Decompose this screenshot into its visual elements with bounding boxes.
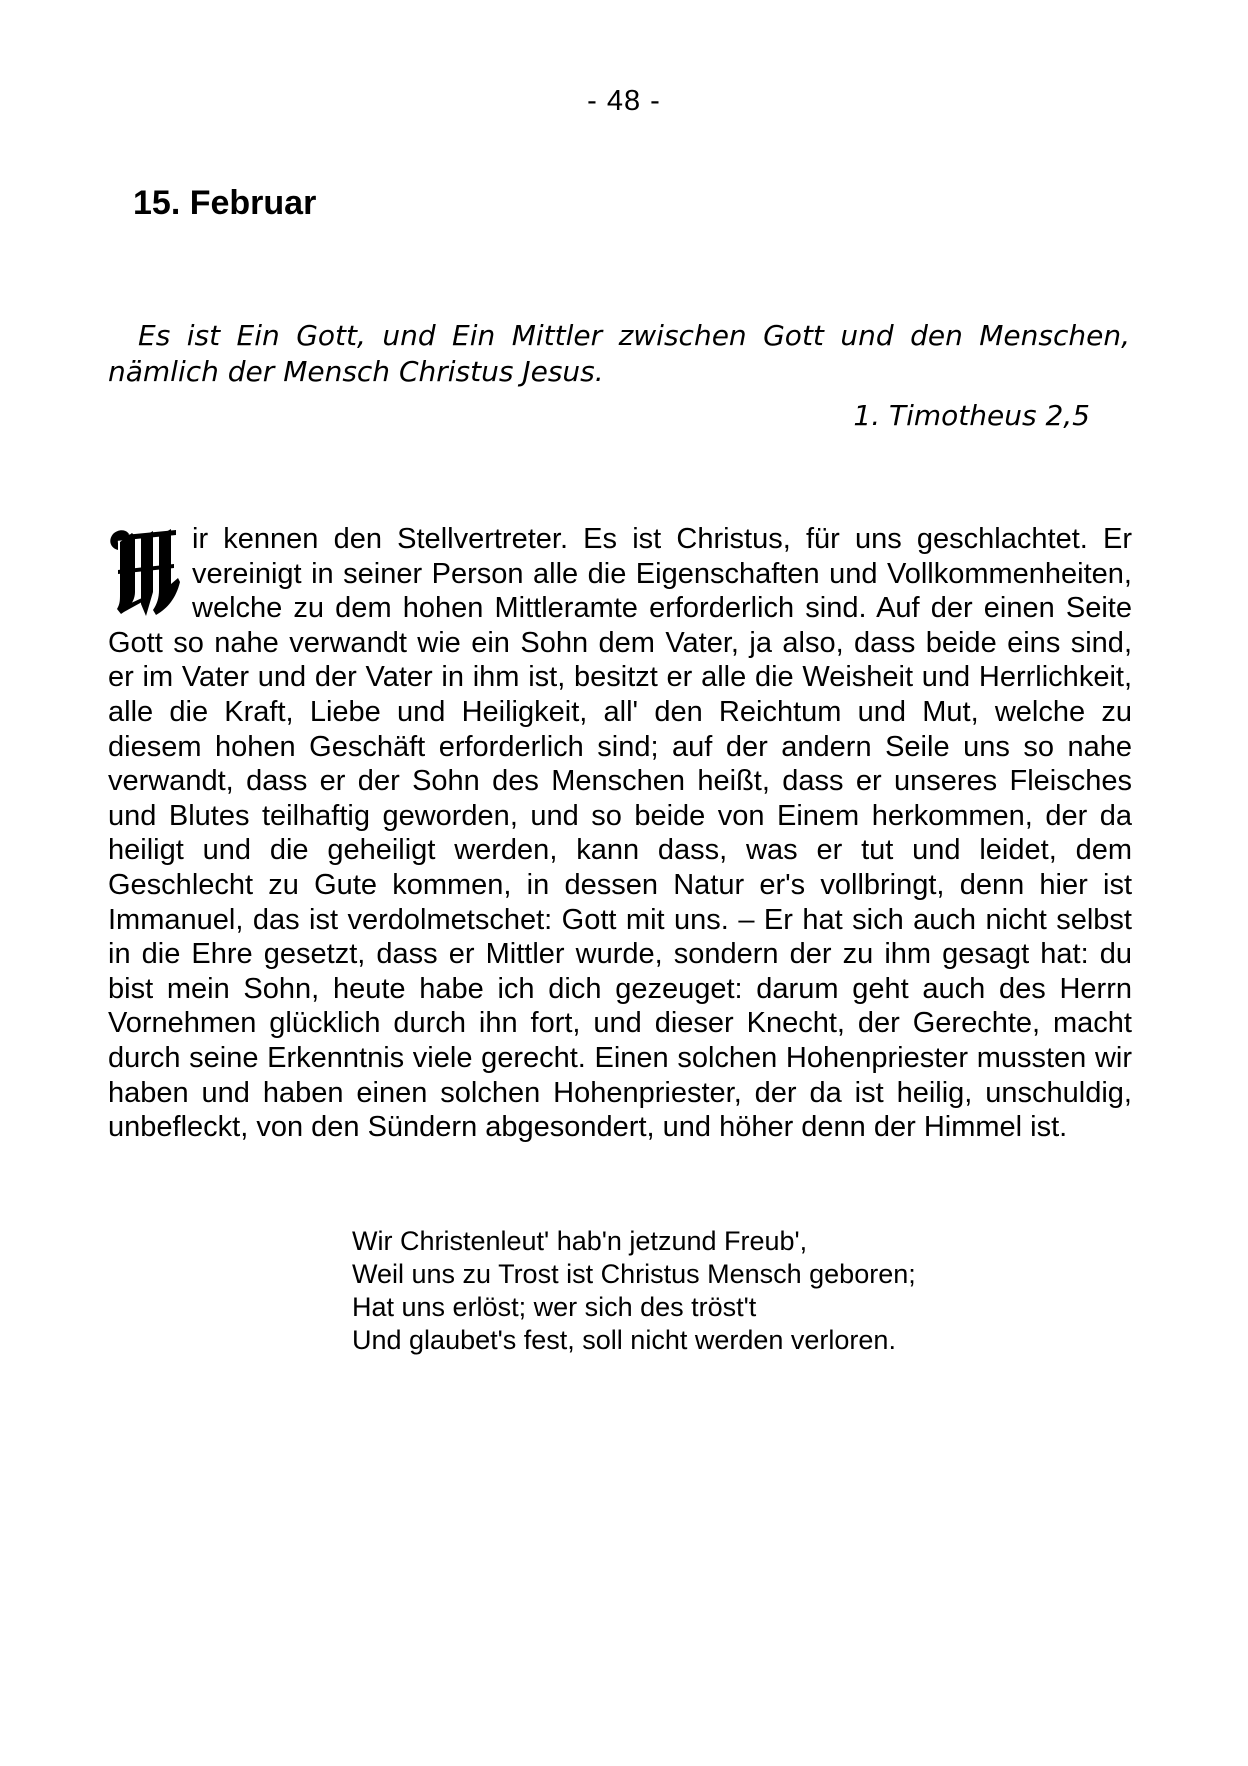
poem-line: Hat uns erlöst; wer sich des tröst't <box>352 1291 757 1322</box>
fraktur-dropcap-w-icon <box>108 526 180 618</box>
page-number: - 48 - <box>587 85 661 117</box>
page-title: 15. Februar <box>133 184 317 222</box>
epigraph-reference: 1. Timotheus 2,5 <box>853 399 1090 432</box>
poem-block <box>352 1225 1248 1357</box>
poem-line: Und glaubet's fest, soll nicht werden verloren. <box>352 1324 896 1355</box>
body-text: ir kennen den Stellvertreter. Es ist Christus, für uns geschlachtet. Er vereinigt in seiner Person alle die Eigenschaften und Vollkommenheiten, welche zu dem hohen Mittleramte erforderlich sind. Auf der einen Seite Gott so nahe verwandt wie ein Sohn dem Vater, ja also, dass beide eins sind, er im Vater und der Vater in ihm ist, besitzt er alle die Weisheit und Herrlichkeit, alle die Kraft, Liebe und Heiligkeit, all' den Reichtum und Mut, welche zu diesem hohen Geschäft erforderlich sind; auf der andern Seile uns so nahe verwandt, dass er der Sohn des Menschen heißt, dass er unseres Fleisches und Blutes teilhaftig geworden, und so beide von Einem herkommen, der da heiligt und die geheiligt werden, kann dass, was er tut und leidet, dem Geschlecht zu Gute kommen, in dessen Natur er's vollbringt, denn hier ist Immanuel, das ist verdolmetschet: Gott mit uns. – Er hat sich auch nicht selbst in die Ehre gesetzt, dass er Mittler wurde, sondern der zu ihm gesagt hat: du bist mein Sohn, heute habe ich dich gezeuget: darum geht auch des Herrn Vornehmen glücklich durch ihn fort, und dieser Knecht, der Gerechte, macht durch seine Erkenntnis viele gerecht. Einen solchen Hohenpriester mussten wir haben und haben einen solchen Hohenpriester, der da ist heilig, unschuldig, unbefleckt, von den Sündern abgesondert, und höher denn der Himmel ist. <box>108 523 1132 1144</box>
poem-line: Wir Christenleut' hab'n jetzund Freub', <box>352 1225 808 1256</box>
epigraph-text: Es ist Ein Gott, und Ein Mittler zwischen Gott und den Menschen, nämlich der Mensch Christus Jesus. <box>108 319 1130 388</box>
body-paragraph <box>108 522 1132 1145</box>
poem-line: Weil uns zu Trost ist Christus Mensch geboren; <box>352 1258 916 1289</box>
